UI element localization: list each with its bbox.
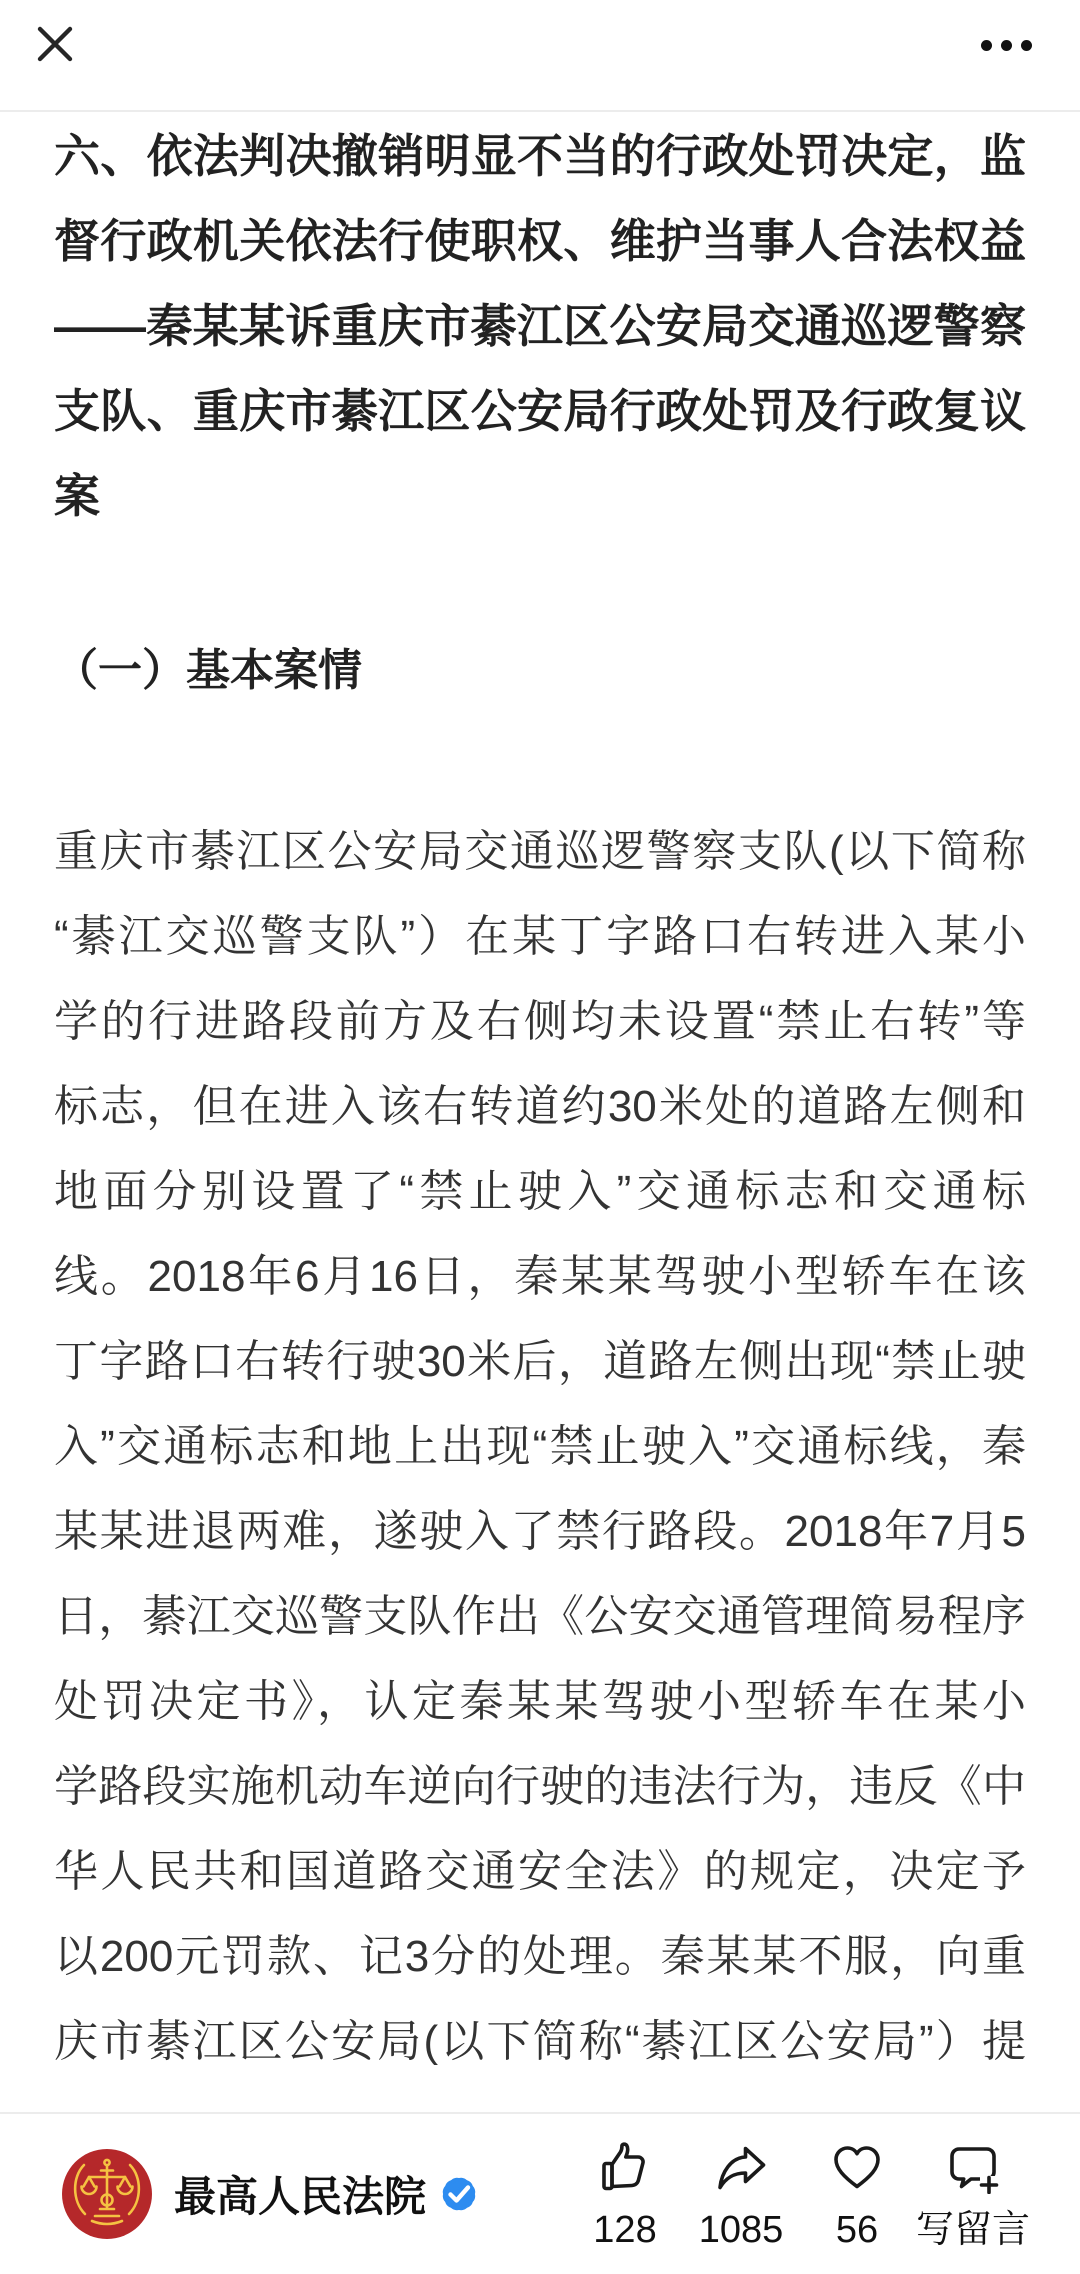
text-line: 日，綦江交巡警支队作出《公安交通管理简易程序	[54, 1592, 1026, 1641]
text-line: 处罚决定书》，认定秦某某驾驶小型轿车在某小	[54, 1677, 1026, 1726]
favorite-count: 56	[835, 2209, 879, 2251]
close-icon	[33, 22, 77, 66]
text-line: 华人民共和国道路交通安全法》的规定，决定予	[54, 1847, 1026, 1896]
text-line: 重庆市綦江区公安局交通巡逻警察支队(以下简称	[54, 827, 1026, 876]
favorite-button[interactable]	[799, 2138, 915, 2250]
close-button[interactable]	[32, 21, 78, 67]
more-icon	[1001, 40, 1012, 51]
comment-plus-icon	[947, 2142, 999, 2194]
text-line: ——秦某某诉重庆市綦江区公安局交通巡逻警察	[54, 300, 1026, 352]
more-icon	[981, 40, 992, 51]
heart-icon	[831, 2142, 883, 2194]
text-line: 支队、重庆市綦江区公安局行政处罚及行政复议	[54, 385, 1026, 437]
share-arrow-icon	[715, 2142, 767, 2194]
share-button[interactable]	[683, 2138, 799, 2250]
thumbs-up-icon	[599, 2142, 651, 2194]
article-body	[54, 809, 1026, 2084]
share-count: 1085	[698, 2209, 784, 2251]
text-line: 庆市綦江区公安局(以下简称“綦江区公安局”）提	[54, 2017, 1026, 2066]
text-line: “綦江交巡警支队”）在某丁字路口右转进入某小	[54, 912, 1026, 961]
more-icon	[1021, 40, 1032, 51]
account-avatar[interactable]	[62, 2149, 152, 2239]
text-line: 标志，但在进入该右转道约30米处的道路左侧和	[54, 1082, 1026, 1131]
text-line: 案	[54, 470, 100, 522]
account-name[interactable]: 最高人民法院	[174, 2173, 427, 2220]
comment-button[interactable]	[915, 2138, 1031, 2250]
like-button[interactable]	[567, 2138, 683, 2250]
court-emblem-icon	[62, 2149, 152, 2239]
article-title	[54, 114, 1026, 539]
text-line: 六、依法判决撤销明显不当的行政处罚决定，监	[54, 130, 1026, 182]
text-line: 以200元罚款、记3分的处理。秦某某不服，向重	[54, 1932, 1026, 1981]
text-line: 地面分别设置了“禁止驶入”交通标志和交通标	[54, 1167, 1026, 1216]
text-line: 某某进退两难，遂驶入了禁行路段。2018年7月5	[54, 1507, 1026, 1556]
top-bar	[0, 0, 1080, 112]
text-line: 督行政机关依法行使职权、维护当事人合法权益	[54, 215, 1026, 267]
action-buttons	[567, 2138, 1031, 2250]
section-title: （一）基本案情	[54, 646, 362, 695]
article-content	[0, 114, 1080, 2084]
text-line: 入”交通标志和地上出现“禁止驶入”交通标线，秦	[54, 1422, 1026, 1471]
text-line: 丁字路口右转行驶30米后，道路左侧出现“禁止驶	[54, 1337, 1026, 1386]
text-line: 学的行进路段前方及右侧均未设置“禁止右转”等	[54, 997, 1026, 1046]
more-menu-button[interactable]	[981, 24, 1032, 66]
text-line: 线。2018年6月16日，秦某某驾驶小型轿车在该	[54, 1252, 1026, 1301]
comment-label: 写留言	[915, 2209, 1030, 2251]
bottom-action-bar	[0, 2112, 1080, 2274]
text-line: 学路段实施机动车逆向行驶的违法行为，违反《中	[54, 1762, 1026, 1811]
like-count: 128	[593, 2209, 657, 2251]
verified-badge-icon	[436, 2171, 482, 2217]
